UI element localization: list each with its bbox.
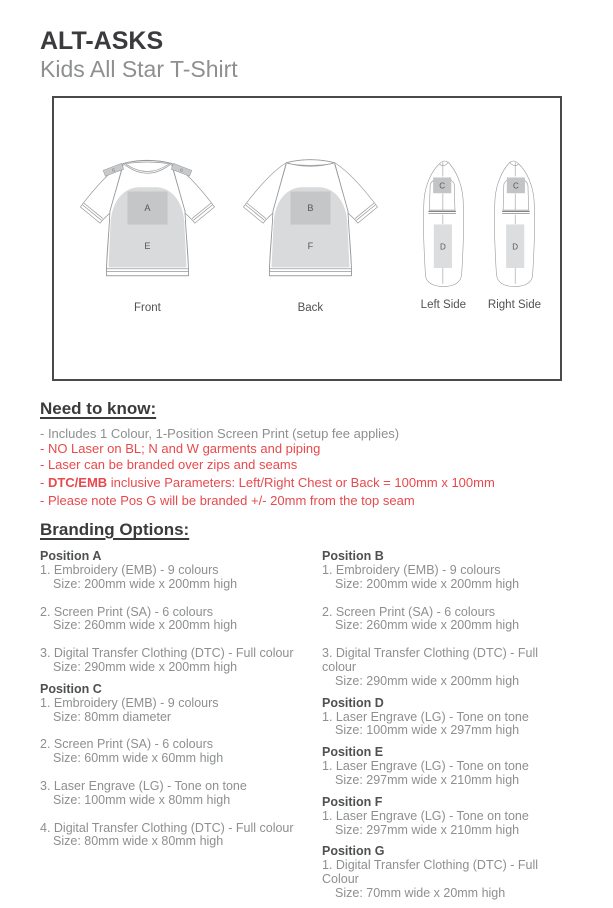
size-line: Size: 260mm wide x 200mm high	[53, 618, 238, 633]
left-side-illustration	[410, 155, 477, 293]
branding-options-heading: Branding Options:	[40, 520, 190, 540]
branding-method-item	[40, 564, 322, 592]
branding-method-item	[40, 822, 322, 850]
note-item: - Includes 1 Colour, 1-Position Screen Print (setup fee applies)	[40, 425, 400, 441]
position-block-c	[40, 682, 322, 849]
right-side-view-figure	[481, 155, 548, 312]
position-title: Position G	[322, 844, 385, 859]
size-line: Size: 200mm wide x 200mm high	[53, 576, 238, 591]
size-line: Size: 70mm wide x 20mm high	[335, 886, 506, 900]
size-line: Size: 200mm wide x 200mm high	[335, 576, 520, 591]
right-side-caption: Right Side	[487, 299, 541, 312]
branding-method-item	[322, 564, 573, 592]
method-line: 1. Laser Engrave (LG) - Tone on tone	[322, 709, 529, 724]
method-line: 2. Screen Print (SA) - 6 colours	[322, 604, 495, 619]
method-line: 3. Laser Engrave (LG) - Tone on tone	[40, 779, 247, 794]
branding-method-item	[40, 780, 322, 808]
position-title: Position D	[322, 695, 384, 710]
note-rest: inclusive Parameters: Left/Right Chest or Back = 100mm x 100mm	[107, 474, 495, 490]
label-position-e: E	[144, 240, 151, 251]
position-title: Position F	[322, 794, 383, 809]
size-line: Size: 260mm wide x 200mm high	[335, 618, 520, 633]
branding-method-item	[40, 738, 322, 766]
label-position-f: F	[307, 240, 314, 251]
branding-method-item	[322, 859, 573, 900]
svg-text:G: G	[111, 166, 116, 173]
branding-options-section	[40, 520, 573, 908]
method-line: 4. Digital Transfer Clothing (DTC) - Full colour	[40, 820, 294, 835]
label-position-c: C	[512, 181, 519, 191]
method-line: 2. Screen Print (SA) - 6 colours	[40, 737, 213, 752]
position-block-b	[322, 549, 573, 689]
left-side-caption: Left Side	[420, 299, 467, 312]
size-line: Size: 80mm wide x 80mm high	[53, 834, 224, 849]
note-item: - Laser can be branded over zips and seams	[40, 456, 298, 472]
branding-method-item	[322, 810, 573, 838]
svg-text:G: G	[178, 166, 184, 173]
position-block-d	[322, 696, 573, 739]
back-view-illustration	[235, 148, 386, 292]
need-to-know-heading: Need to know:	[40, 398, 157, 418]
size-line: Size: 297mm wide x 210mm high	[335, 773, 520, 788]
left-side-view-figure	[410, 155, 477, 312]
position-title: Position B	[322, 549, 384, 564]
branding-method-item	[40, 606, 322, 634]
note-item: - NO Laser on BL; N and W garments and piping	[40, 441, 321, 457]
note-item: - Please note Pos G will be branded +/- 20mm from the top seam	[40, 492, 415, 508]
product-code-title: ALT-ASKS	[40, 27, 164, 55]
method-line: 2. Screen Print (SA) - 6 colours	[40, 604, 213, 619]
branding-column-right	[322, 549, 573, 908]
method-line: 3. Digital Transfer Clothing (DTC) - Full colour	[40, 646, 294, 661]
position-title: Position C	[40, 681, 102, 696]
size-line: Size: 100mm wide x 80mm high	[53, 792, 231, 807]
back-view-caption: Back	[297, 302, 324, 315]
label-position-d: D	[512, 242, 519, 252]
label-position-b: B	[307, 202, 314, 213]
front-view-illustration	[72, 148, 223, 292]
position-title: Position A	[40, 549, 102, 564]
size-line: Size: 60mm wide x 60mm high	[53, 751, 224, 766]
branding-column-left	[40, 549, 322, 908]
branding-method-item	[322, 760, 573, 788]
front-view-caption: Front	[134, 302, 161, 315]
label-position-d: D	[439, 242, 446, 252]
position-title: Position E	[322, 745, 384, 760]
label-position-a: A	[144, 202, 151, 213]
method-line: 1. Embroidery (EMB) - 9 colours	[322, 563, 501, 578]
method-line: 1. Laser Engrave (LG) - Tone on tone	[322, 759, 529, 774]
branding-method-item	[322, 606, 573, 634]
label-position-c: C	[439, 181, 445, 191]
note-bold-term: DTC/EMB	[47, 474, 108, 490]
position-block-f	[322, 795, 573, 838]
method-line: 1. Embroidery (EMB) - 9 colours	[40, 695, 219, 710]
method-line: 1. Digital Transfer Clothing (DTC) - Full Colour	[322, 858, 539, 887]
branding-method-item	[40, 697, 322, 725]
branding-method-item	[322, 711, 573, 739]
method-line: 1. Laser Engrave (LG) - Tone on tone	[322, 808, 529, 823]
front-view-figure	[72, 148, 223, 315]
method-line: 3. Digital Transfer Clothing (DTC) - Full colour	[322, 646, 539, 675]
back-view-figure	[235, 148, 386, 315]
branding-method-item	[40, 647, 322, 675]
garment-diagram-box	[52, 96, 562, 381]
branding-method-item	[322, 647, 573, 688]
product-name-subtitle: Kids All Star T-Shirt	[40, 56, 238, 83]
size-line: Size: 80mm diameter	[53, 709, 172, 724]
position-block-g	[322, 844, 573, 900]
method-line: 1. Embroidery (EMB) - 9 colours	[40, 563, 219, 578]
position-block-e	[322, 745, 573, 788]
note-item	[40, 475, 573, 491]
note-prefix: -	[40, 474, 48, 490]
position-block-a	[40, 549, 322, 675]
size-line: Size: 290mm wide x 200mm high	[335, 673, 520, 688]
size-line: Size: 100mm wide x 297mm high	[335, 723, 520, 738]
right-side-illustration	[481, 155, 548, 293]
size-line: Size: 297mm wide x 210mm high	[335, 822, 520, 837]
size-line: Size: 290mm wide x 200mm high	[53, 660, 238, 675]
need-to-know-section	[40, 399, 573, 509]
